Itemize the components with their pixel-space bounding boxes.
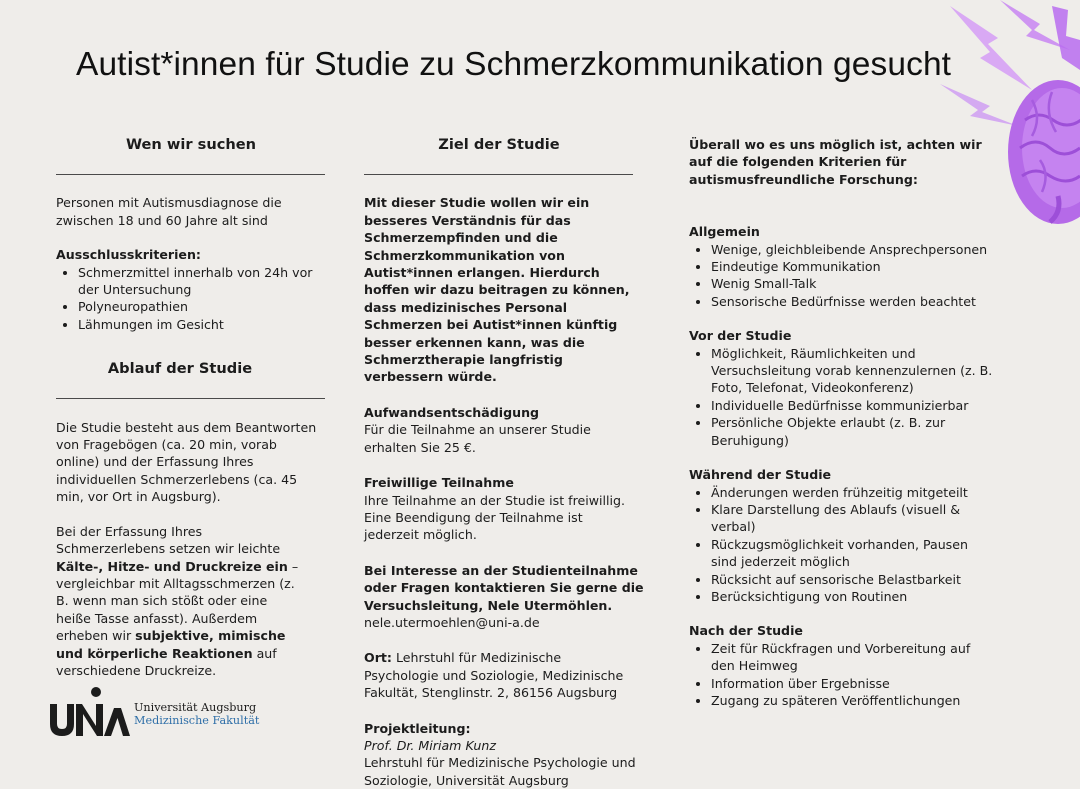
compensation-text: Für die Teilnahme an unserer Studie erhalten Sie 25 €. [364, 422, 591, 455]
list-item: • Berücksichtigung von Routinen [711, 588, 995, 605]
divider [56, 398, 325, 399]
section-heading: Vor der Studie [689, 328, 792, 344]
voluntary-heading: Freiwillige Teilnahme [364, 475, 514, 491]
divider [56, 174, 325, 175]
list-item: • Information über Ergebnisse [711, 675, 995, 692]
list-item: • Rückzugsmöglichkeit vorhanden, Pausen sind jederzeit möglich [711, 536, 995, 571]
location-address: Lehrstuhl für Medizinische Psychologie und Soziologie, Medizinische Fakultät, Stenglinstr. 2, 86156 Augsburg [364, 650, 624, 701]
list-item: • Möglichkeit, Räumlichkeiten und Versuchsleitung vorab kennenzulernen (z. B. Foto, Telefonat, Videokonferenz) [711, 345, 995, 397]
page-title: Autist*innen für Studie zu Schmerzkommunikation gesucht [76, 46, 952, 83]
procedure-text: Die Studie besteht aus dem Beantworten von Fragebögen (ca. 20 min, vorab online) und der Erfassung Ihres individuellen Schmerzerlebens (ca. 45 min, vor Ort in Augsburg). [56, 419, 317, 505]
list-item: • Schmerzmittel innerhalb von 24h vor der Untersuchung [78, 264, 326, 299]
goal-text: Mit dieser Studie wollen wir ein besseres Verständnis für das Schmerzempfinden und die Schmerzkommunikation von Autist*innen erlangen. Hierdurch hoffen wir dazu beitragen zu können, dass medizinisches Personal Schmerzen bei Autist*innen künftig besser erkennen kann, was die Schmerztherapie langfristig verbessern würde. [364, 195, 630, 385]
left-column [56, 136, 326, 679]
criteria-intro: Überall wo es uns möglich ist, achten wir auf die folgenden Kriterien für autismusfreundliche Forschung: [689, 137, 982, 187]
section-list [689, 640, 995, 710]
list-item: • Änderungen werden frühzeitig mitgeteilt [711, 484, 995, 501]
voluntary-text: Ihre Teilnahme an der Studie ist freiwillig. Eine Beendigung der Teilnahme ist jederzeit möglich. [364, 492, 626, 543]
exclusion-heading: Ausschlusskriterien: [56, 247, 201, 263]
university-name: Universität Augsburg [134, 701, 257, 714]
middle-column [364, 136, 646, 789]
exclusion-list [56, 264, 326, 334]
section-heading: Nach der Studie [689, 623, 803, 639]
compensation-heading: Aufwandsentschädigung [364, 404, 540, 420]
section-list [689, 345, 995, 449]
list-item: • Wenige, gleichbleibende Ansprechpersonen [711, 241, 995, 258]
who-heading: Wen wir suchen [125, 136, 257, 153]
university-logo-text [134, 702, 259, 727]
location-label: Ort: [364, 650, 392, 666]
lead-heading: Projektleitung: [364, 720, 471, 736]
text-span: auf verschiedene Druckreize. [56, 645, 277, 678]
text-span: – vergleichbar mit Alltagsschmerzen (z. B. wenn man sich stößt oder eine heiße Tasse anfasst). Außerdem erheben wir [56, 558, 299, 644]
location-text [364, 649, 624, 701]
reactions-emphasis: subjektive, mimische und körperliche Reaktionen [56, 628, 286, 661]
stimuli-emphasis: Kälte-, Hitze- und Druckreize ein [56, 558, 288, 574]
list-item: • Zeit für Rückfragen und Vorbereitung auf den Heimweg [711, 640, 995, 675]
contact-text: Bei Interesse an der Studienteilnahme oder Fragen kontaktieren Sie gerne die Versuchsleitung, Nele Utermöhlen. [364, 562, 644, 613]
list-item: • Lähmungen im Gesicht [78, 316, 326, 333]
goal-heading: Ziel der Studie [438, 136, 560, 153]
list-item: • Eindeutige Kommunikation [711, 258, 995, 275]
section-heading: Während der Studie [689, 467, 832, 483]
university-logo [48, 686, 132, 738]
text-span: Bei der Erfassung Ihres Schmerzerlebens setzen wir leichte [56, 523, 281, 557]
list-item: • Rücksicht auf sensorische Belastbarkeit [711, 571, 995, 588]
section-list [689, 484, 995, 606]
procedure-details [56, 523, 306, 680]
list-item: • Persönliche Objekte erlaubt (z. B. zur Beruhigung) [711, 414, 995, 449]
divider [364, 174, 633, 175]
list-item: • Zugang zu späteren Veröffentlichungen [711, 692, 995, 709]
faculty-name: Medizinische Fakultät [134, 713, 260, 727]
section-list [689, 241, 995, 311]
lead-affiliation: Lehrstuhl für Medizinische Psychologie und Soziologie, Universität Augsburg [364, 755, 636, 788]
list-item: • Individuelle Bedürfnisse kommunizierbar [711, 397, 995, 414]
list-item: • Wenig Small-Talk [711, 275, 995, 292]
list-item: • Klare Darstellung des Ablaufs (visuell & verbal) [711, 501, 995, 536]
procedure-heading: Ablauf der Studie [107, 360, 253, 378]
lead-name: Prof. Dr. Miriam Kunz [364, 737, 496, 753]
right-column [689, 136, 995, 709]
list-item: • Sensorische Bedürfnisse werden beachtet [711, 293, 995, 310]
contact-email[interactable]: nele.utermoehlen@uni-a.de [364, 614, 540, 630]
section-heading: Allgemein [689, 224, 760, 240]
who-text: Personen mit Autismusdiagnose die zwischen 18 und 60 Jahre alt sind [56, 195, 282, 228]
list-item: • Polyneuropathien [78, 298, 326, 315]
